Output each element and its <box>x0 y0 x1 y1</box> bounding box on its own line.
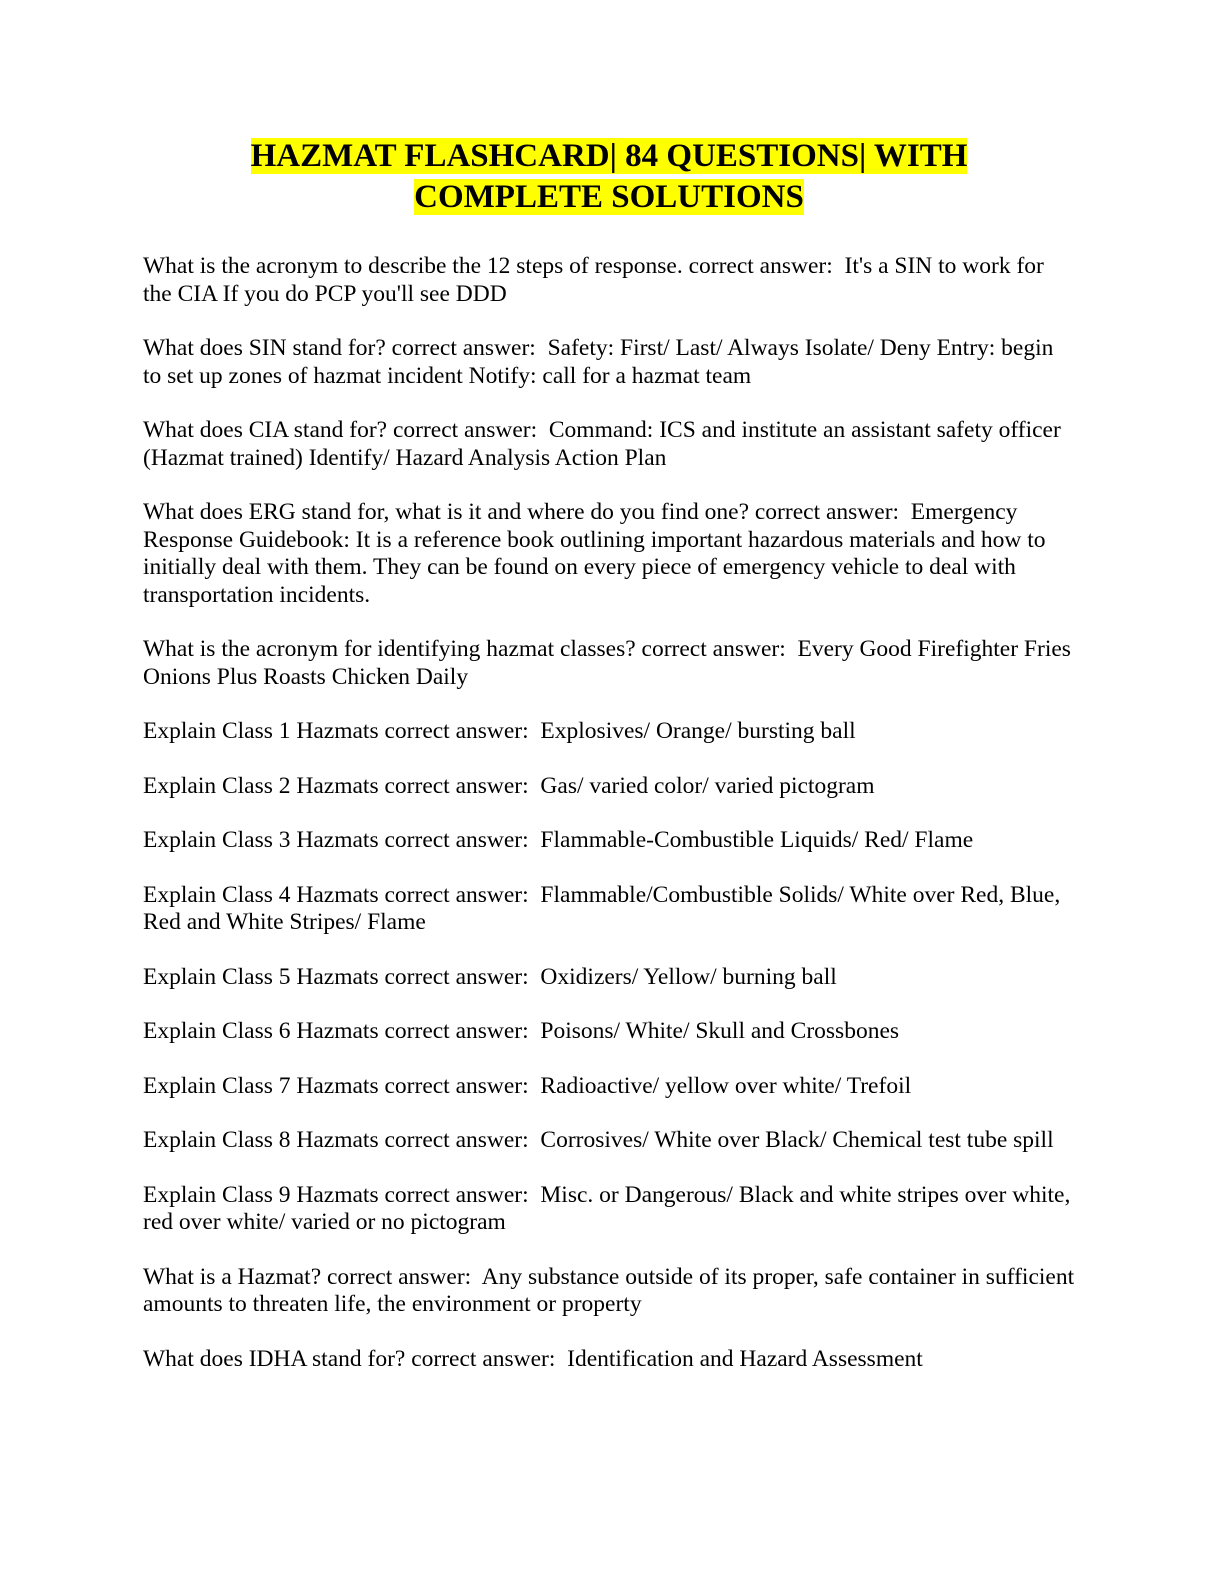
qa-paragraph: Explain Class 6 Hazmats correct answer: Poisons/ White/ Skull and Crossbones <box>143 1018 900 1044</box>
qa-paragraph: Explain Class 7 Hazmats correct answer: Radioactive/ yellow over white/ Trefoil <box>143 1072 912 1099</box>
qa-paragraph: Explain Class 2 Hazmats correct answer: Gas/ varied color/ varied pictogram <box>143 772 875 799</box>
qa-paragraph: What is the acronym to describe the 12 steps of response. correct answer: It's a SIN to work for the CIA If you do PCP you'll see DDD <box>143 253 1050 307</box>
qa-paragraph: Explain Class 3 Hazmats correct answer: Flammable-Combustible Liquids/ Red/ Flame <box>143 827 974 853</box>
page-title <box>143 136 1075 218</box>
qa-paragraph: Explain Class 8 Hazmats correct answer: Corrosives/ White over Black/ Chemical test tube spill <box>143 1127 1054 1153</box>
qa-paragraph: What does IDHA stand for? correct answer: Identification and Hazard Assessment <box>143 1345 923 1372</box>
page-title-line-1: HAZMAT FLASHCARD| 84 QUESTIONS| WITH <box>250 138 968 174</box>
qa-paragraph: Explain Class 1 Hazmats correct answer: Explosives/ Orange/ bursting ball <box>143 718 856 744</box>
page-title-line-2: COMPLETE SOLUTIONS <box>414 179 804 215</box>
qa-paragraph: What is a Hazmat? correct answer: Any substance outside of its proper, safe container in sufficient amounts to threaten life, the environment or property <box>143 1263 1080 1317</box>
qa-paragraph: What does ERG stand for, what is it and where do you find one? correct answer: Emergency Response Guidebook: It is a reference book outlining important hazardous materials and how to initially deal with them. They can be found on every piece of emergency vehicle to deal with transportation incidents. <box>143 499 1052 608</box>
document-content <box>143 136 1080 1373</box>
qa-paragraph: What does CIA stand for? correct answer: Command: ICS and institute an assistant safety officer (Hazmat trained) Identify/ Hazard Analysis Action Plan <box>143 417 1067 471</box>
qa-paragraph: Explain Class 4 Hazmats correct answer: Flammable/Combustible Solids/ White over Red, Blue, Red and White Stripes/ Flame <box>143 881 1067 935</box>
qa-paragraph: Explain Class 5 Hazmats correct answer: Oxidizers/ Yellow/ burning ball <box>143 963 837 990</box>
qa-paragraph: Explain Class 9 Hazmats correct answer: Misc. or Dangerous/ Black and white stripes over white, red over white/ varied or no pictogram <box>143 1181 1077 1235</box>
document-body <box>143 253 1080 1373</box>
qa-paragraph: What is the acronym for identifying hazmat classes? correct answer: Every Good Firefighter Fries Onions Plus Roasts Chicken Daily <box>143 636 1077 690</box>
qa-paragraph: What does SIN stand for? correct answer: Safety: First/ Last/ Always Isolate/ Deny Entry: begin to set up zones of hazmat incident Notify: call for a hazmat team <box>143 335 1060 389</box>
